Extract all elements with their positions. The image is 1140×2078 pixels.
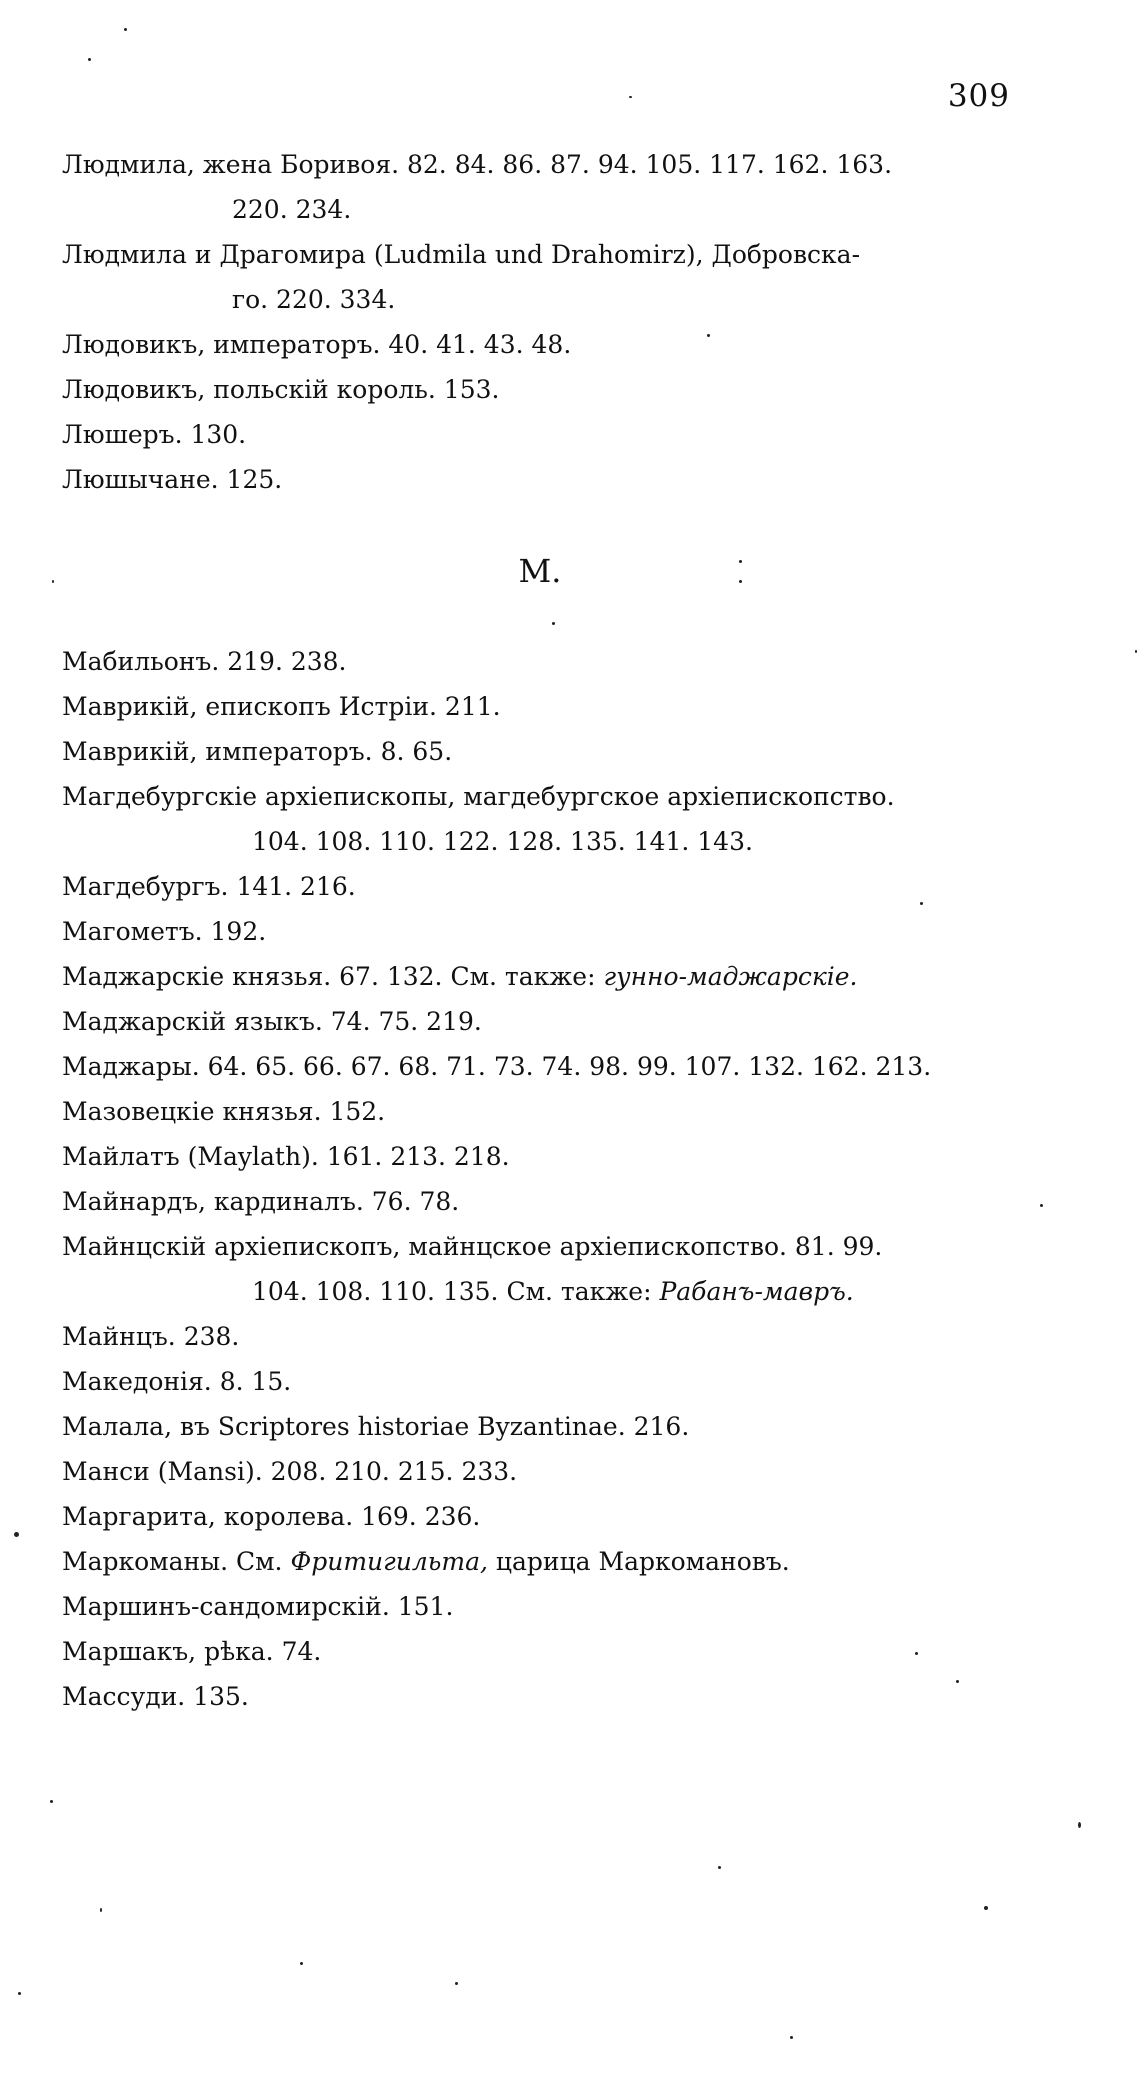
index-entry: Магдебургъ. 141. 216. [62,872,356,901]
index-entry: Майлатъ (Maylath). 161. 213. 218. [62,1142,510,1171]
entry-cross-reference: Фритигильта, [290,1547,488,1576]
index-entry: Маврикій, епископъ Истріи. 211. [62,692,501,721]
scan-speck [629,96,632,98]
scan-speck [100,1908,102,1912]
entry-text: Маркоманы. См. [62,1547,283,1576]
index-entry: Массуди. 135. [62,1682,249,1711]
scan-speck [1078,1822,1081,1828]
index-entry: Людмила и Драгомира (Ludmila und Drahomirz), Добровска- [62,240,861,269]
scan-speck [984,1906,988,1910]
scan-speck [956,1680,959,1683]
scan-speck [707,334,710,337]
index-entry [62,954,1042,999]
index-entries-m [62,639,1042,1719]
scan-speck [14,1532,19,1537]
scan-speck [1135,650,1137,653]
scan-speck [718,1866,721,1869]
index-entry: Маджарскій языкъ. 74. 75. 219. [62,1007,482,1036]
index-entry-continuation [62,1269,1042,1314]
scan-speck [790,2036,793,2039]
scan-speck [739,580,742,583]
entry-cross-reference: гунно-маджарскіе. [603,962,858,991]
scan-speck [300,1962,303,1965]
index-entry: Людмила, жена Боривоя. 82. 84. 86. 87. 94. 105. 117. 162. 163. [62,150,893,179]
scan-speck [124,28,127,31]
index-entry [62,1539,1042,1584]
index-entry: Малала, въ Scriptores historiae Byzantinae. 216. [62,1412,690,1441]
entry-text: 104. 108. 110. 135. См. также: [252,1277,652,1306]
scan-speck [88,58,91,61]
scan-speck [52,580,54,583]
index-entry: Людовикъ, польскій король. 153. [62,375,500,404]
index-entry: Мабильонъ. 219. 238. [62,647,347,676]
index-entry: Маршинъ-сандомирскій. 151. [62,1592,454,1621]
index-entry: Маджары. 64. 65. 66. 67. 68. 71. 73. 74. 98. 99. 107. 132. 162. 213. [62,1052,932,1081]
entry-text: Маджарскіе князья. 67. 132. См. также: [62,962,596,991]
page-number: 309 [947,78,1010,114]
index-entry: Манси (Mansi). 208. 210. 215. 233. [62,1457,518,1486]
index-entry: Майнцъ. 238. [62,1322,240,1351]
index-entry: Майнцскій архіепископъ, майнцское архіепископство. 81. 99. [62,1232,883,1261]
index-entries-l [62,142,1022,502]
index-entry: Македонія. 8. 15. [62,1367,292,1396]
entry-cross-reference: Рабанъ-мавръ. [659,1277,854,1306]
section-letter-heading: М. [518,552,562,590]
index-entry: Мазовецкіе князья. 152. [62,1097,386,1126]
index-entry: Люшычане. 125. [62,465,283,494]
index-entry: Маргарита, королева. 169. 236. [62,1502,481,1531]
index-entry: Магдебургскіе архіепископы, магдебургское архіепископство. [62,782,895,811]
index-entry: Люшеръ. 130. [62,420,247,449]
scan-speck [50,1800,53,1803]
index-entry-continuation: го. 220. 334. [232,285,396,314]
index-entry-continuation: 104. 108. 110. 122. 128. 135. 141. 143. [252,827,753,856]
index-entry-continuation: 220. 234. [232,195,352,224]
scan-speck [455,1982,458,1985]
scan-speck [18,1992,21,1995]
scan-speck [1040,1204,1043,1207]
scan-speck [739,560,742,563]
index-entry: Маршакъ, рѣка. 74. [62,1637,322,1666]
index-entry: Майнардъ, кардиналъ. 76. 78. [62,1187,460,1216]
scan-speck [915,1652,918,1655]
index-entry: Магометъ. 192. [62,917,267,946]
index-entry: Маврикій, императоръ. 8. 65. [62,737,453,766]
entry-text-after: царица Маркомановъ. [495,1547,790,1576]
scan-speck [552,622,555,625]
scan-speck [920,902,923,905]
index-entry: Людовикъ, императоръ. 40. 41. 43. 48. [62,330,572,359]
